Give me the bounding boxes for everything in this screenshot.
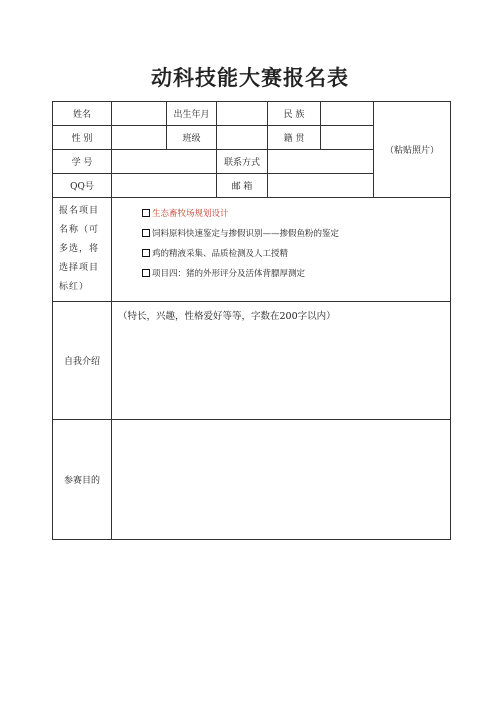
student-id-input[interactable] bbox=[112, 150, 217, 174]
name-input[interactable] bbox=[112, 102, 167, 126]
project-option-text: 生态畜牧场规划设计 bbox=[152, 209, 229, 219]
email-label: 邮 箱 bbox=[217, 174, 268, 198]
name-label: 姓名 bbox=[53, 102, 112, 126]
project-option[interactable] bbox=[142, 203, 450, 223]
intro-hint: （特长，兴趣，性格爱好等等，字数在200字以内） bbox=[118, 311, 336, 322]
intro-input[interactable] bbox=[112, 302, 451, 420]
student-id-label: 学 号 bbox=[53, 150, 112, 174]
hometown-label: 籍 贯 bbox=[268, 126, 321, 150]
project-options bbox=[112, 198, 451, 302]
ethnicity-label: 民 族 bbox=[268, 102, 321, 126]
email-input[interactable] bbox=[268, 174, 374, 198]
project-option[interactable] bbox=[142, 263, 450, 283]
row-project bbox=[53, 198, 451, 302]
project-option-text: 饲料原料快速鉴定与掺假识别——掺假鱼粉的鉴定 bbox=[152, 229, 340, 239]
purpose-input[interactable] bbox=[112, 420, 451, 540]
photo-placeholder[interactable]: （粘贴照片） bbox=[374, 102, 451, 198]
project-option-text: 鸡的精液采集、品质检测及人工授精 bbox=[152, 249, 289, 259]
contact-label: 联系方式 bbox=[217, 150, 268, 174]
project-option-text: 项目四：猪的外形评分及活体背膘厚测定 bbox=[152, 269, 306, 279]
project-label: 报名项目名称（可多选，将选择项目标红） bbox=[53, 198, 112, 302]
qq-input[interactable] bbox=[112, 174, 217, 198]
class-input[interactable] bbox=[217, 126, 268, 150]
qq-label: QQ号 bbox=[53, 174, 112, 198]
hometown-input[interactable] bbox=[321, 126, 374, 150]
birth-input[interactable] bbox=[217, 102, 268, 126]
checkbox-icon[interactable] bbox=[142, 229, 150, 237]
checkbox-icon[interactable] bbox=[142, 209, 150, 217]
form-title: 动科技能大赛报名表 bbox=[151, 65, 349, 90]
row-purpose bbox=[53, 420, 451, 540]
intro-label: 自我介绍 bbox=[53, 302, 112, 420]
row-intro bbox=[53, 302, 451, 420]
gender-label: 性 别 bbox=[53, 126, 112, 150]
purpose-label: 参赛目的 bbox=[53, 420, 112, 540]
contact-input[interactable] bbox=[268, 150, 374, 174]
registration-form bbox=[52, 101, 451, 540]
ethnicity-input[interactable] bbox=[321, 102, 374, 126]
class-label: 班级 bbox=[167, 126, 217, 150]
checkbox-icon[interactable] bbox=[142, 269, 150, 277]
checkbox-icon[interactable] bbox=[142, 249, 150, 257]
project-option[interactable] bbox=[142, 243, 450, 263]
project-option[interactable] bbox=[142, 223, 450, 243]
birth-label: 出生年月 bbox=[167, 102, 217, 126]
row-name bbox=[53, 102, 451, 126]
gender-input[interactable] bbox=[112, 126, 167, 150]
